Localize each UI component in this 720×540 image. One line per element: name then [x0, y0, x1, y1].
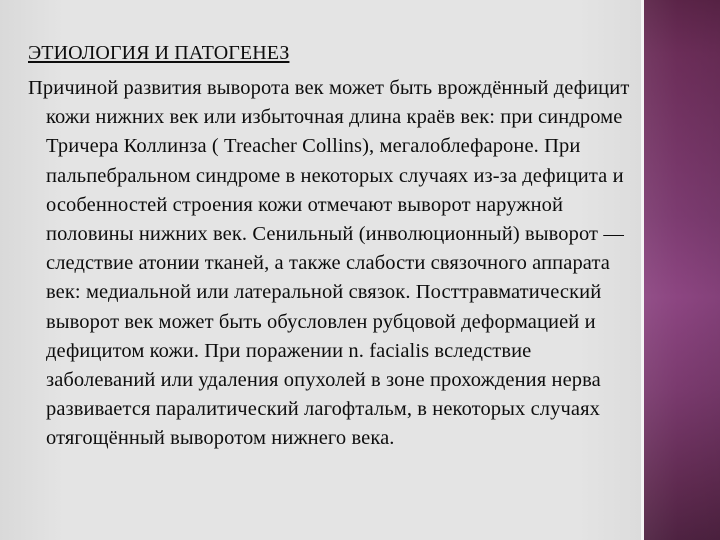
text-block	[28, 40, 633, 454]
body-paragraph: Причиной развития выворота век может быть врождённый дефицит кожи нижних век или избыточная длина краёв век: при синдроме Тричера Коллинза ( Treacher Collins), мегалоблефароне. При пальпебральном синдроме в некоторых случаях из-за дефицита и особенностей строения кожи отмечают выворот наружной половины нижних век. Сенильный (инволюционный) выворот — следствие атонии тканей, а также слабости связочного аппарата век: медиальной или латеральной связок. Посттравматический выворот век может быть обусловлен рубцовой деформацией и дефицитом кожи. При поражении n. facialis вследствие заболеваний или удаления опухолей в зоне прохождения нерва развивается паралитический лагофтальм, в некоторых случаях отягощённый выворотом нижнего века.	[28, 77, 630, 450]
accent-side-panel	[644, 0, 720, 540]
slide-title: ЭТИОЛОГИЯ И ПАТОГЕНЕЗ	[28, 42, 290, 64]
